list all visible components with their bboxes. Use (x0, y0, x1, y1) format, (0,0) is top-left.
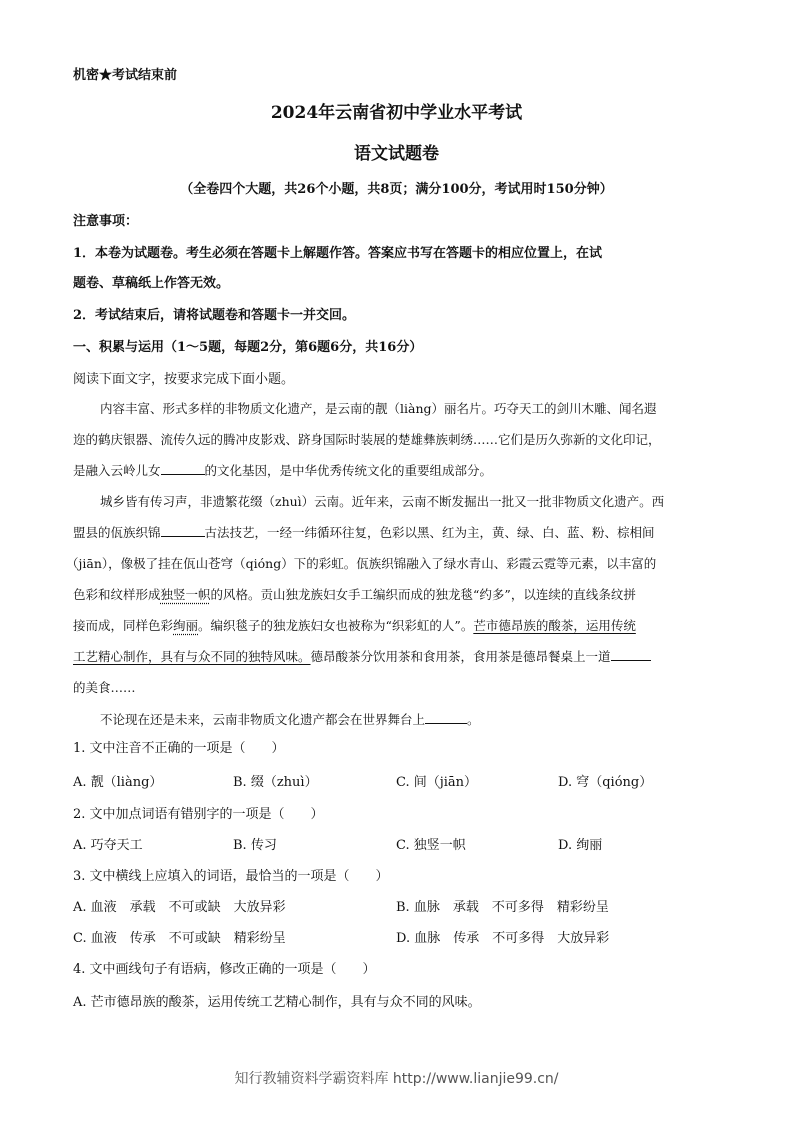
fill-blank (425, 711, 467, 724)
option-c[interactable]: C. 间（jiān） (396, 775, 478, 790)
passage-line: 内容丰富、形式多样的非物质文化遗产，是云南的靓（liàng）丽名片。巧夺天工的剑川木雕、闻名遐 (100, 401, 657, 416)
passage-line: 盟县的佤族织锦 古法技艺，一经一纬循环往复，色彩以黑、红为主，黄、绿、白、蓝、粉、棕相间 (73, 525, 655, 540)
passage-line: （jiān），像极了挂在佤山苍穹（qióng）下的彩虹。佤族织锦融入了绿水青山、彩霞云霓等元素，以丰富的 (66, 556, 657, 571)
footer-watermark: 知行教辅资料学霸资料库 http://www.lianjie99.cn/ (234, 1071, 559, 1087)
underlined-sentence: 工艺精心制作，具有与众不同的独特风味。 (73, 649, 311, 664)
underlined-sentence: 芒市德昂族的酸茶，运用传统 (473, 618, 636, 633)
option-d[interactable]: D. 绚丽 (558, 838, 603, 853)
option-d[interactable]: D. 穹（qióng） (558, 775, 653, 790)
exam-title: 2024年云南省初中学业水平考试 (270, 103, 523, 123)
passage-line: 迩的鹤庆银器、流传久远的腾冲皮影戏、跻身国际时装展的楚雄彝族刺绣……它们是历久弥新的文化印记， (73, 432, 661, 447)
paper-subtitle: 语文试题卷 (354, 144, 439, 164)
option-a[interactable]: A. 芒市德昂族的酸茶，运用传统工艺精心制作，具有与众不同的风味。 (73, 995, 481, 1010)
dotted-word: 绚丽 (173, 618, 199, 633)
question-stem: 3. 文中横线上应填入的词语，最恰当的一项是（ ） (73, 869, 389, 884)
option-a[interactable]: A. 巧夺天工 (73, 838, 143, 853)
notes-heading: 注意事项： (73, 214, 139, 229)
question-stem: 2. 文中加点词语有错别字的一项是（ ） (73, 807, 324, 822)
passage-line: 的美食…… (73, 680, 136, 695)
dotted-word: 独竖一帜 (160, 587, 211, 602)
option-b[interactable]: B. 缀（zhuì） (233, 775, 318, 790)
passage-line: 是融入云岭儿女 的文化基因，是中华优秀传统文化的重要组成部分。 (73, 463, 493, 478)
section-heading: 一、积累与运用（1～5题，每题2分，第6题6分，共16分） (73, 340, 423, 355)
note-item: 2．考试结束后，请将试题卷和答题卡一并交回。 (73, 308, 356, 323)
passage-line: 色彩和纹样形成独竖一帜的风格。贡山独龙族妇女手工编织而成的独龙毯“约多”，以连续的直线条纹拼 (73, 587, 636, 602)
option-c[interactable]: C. 独竖一帜 (396, 838, 466, 853)
option-d[interactable]: D. 血脉 传承 不可多得 大放异彩 (396, 931, 610, 946)
fill-blank (611, 648, 651, 661)
section-intro: 阅读下面文字，按要求完成下面小题。 (73, 372, 295, 387)
confidential-label: 机密★考试结束前 (73, 68, 178, 83)
option-a[interactable]: A. 血液 承载 不可或缺 大放异彩 (73, 900, 286, 915)
option-a[interactable]: A. 靓（liàng） (73, 775, 163, 790)
passage-line: 接而成，同样色彩绚丽。编织毯子的独龙族妇女也被称为“织彩虹的人”。芒市德昂族的酸茶，运用传统 (73, 618, 636, 633)
question-stem: 1. 文中注音不正确的一项是（ ） (73, 741, 285, 756)
note-item: 题卷、草稿纸上作答无效。 (73, 276, 230, 291)
option-b[interactable]: B. 传习 (233, 838, 277, 853)
passage-line: 不论现在还是未来，云南非物质文化遗产都会在世界舞台上 。 (100, 712, 480, 727)
passage-line: 城乡皆有传习声，非遗繁花缀（zhuì）云南。近年来，云南不断发掘出一批又一批非物质文化遗产。西 (100, 494, 665, 509)
option-c[interactable]: C. 血液 传承 不可或缺 精彩纷呈 (73, 931, 286, 946)
exam-info: （全卷四个大题，共26个小题，共8页；满分100分，考试用时150分钟） (180, 182, 613, 197)
passage-line: 工艺精心制作，具有与众不同的独特风味。德昂酸茶分饮用茶和食用茶，食用茶是德昂餐桌上一道 (73, 647, 651, 667)
option-b[interactable]: B. 血脉 承载 不可多得 精彩纷呈 (396, 900, 609, 915)
fill-blank (161, 462, 205, 475)
note-item: 1．本卷为试题卷。考生必须在答题卡上解题作答。答案应书写在答题卡的相应位置上，在试 (73, 246, 603, 261)
question-stem: 4. 文中画线句子有语病，修改正确的一项是（ ） (73, 962, 376, 977)
fill-blank (161, 524, 205, 537)
